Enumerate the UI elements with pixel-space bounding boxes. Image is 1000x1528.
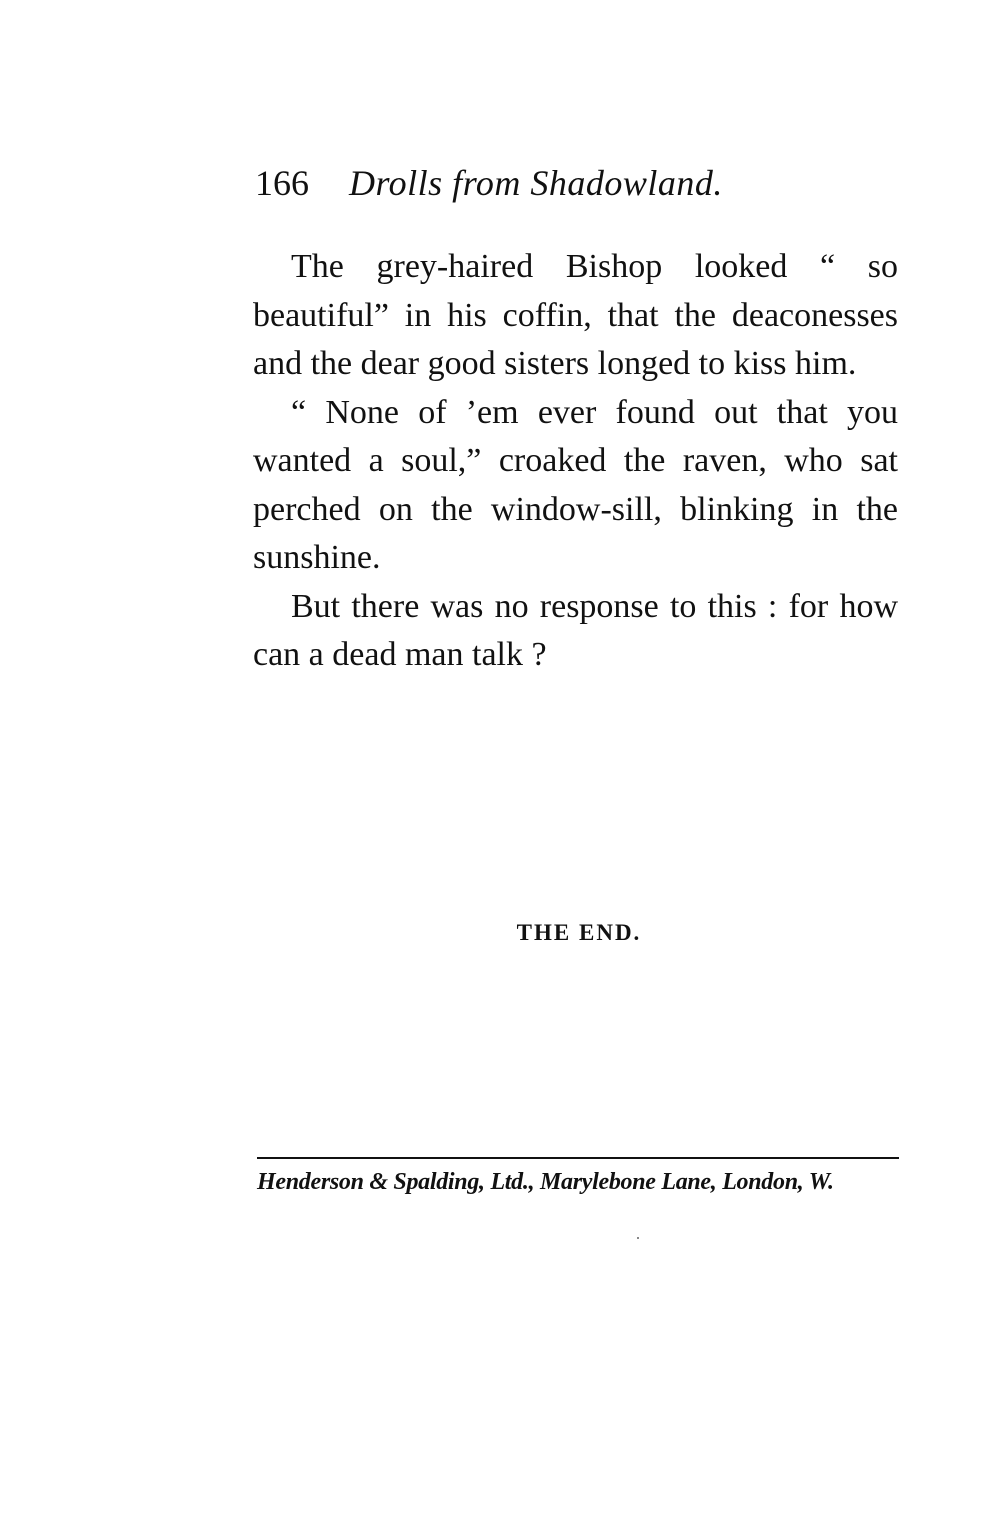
paragraph: The grey-haired Bishop looked “ so beautiful” in his coffin, that the deaconesses and the dear good sisters longed to kiss him. bbox=[253, 248, 898, 382]
footer-rule bbox=[257, 1157, 899, 1159]
printer-imprint: Henderson & Spalding, Ltd., Marylebone Lane, London, W. bbox=[257, 1169, 834, 1195]
paragraph: But there was no response to this : for how can a dead man talk ? bbox=[253, 587, 898, 673]
book-title: Drolls from Shadowland. bbox=[349, 163, 723, 203]
page-number: 166 bbox=[255, 163, 309, 203]
paragraph: “ None of ’em ever found out that you wanted a soul,” croaked the raven, who sat perched on the window-sill, blinking in the sunshine. bbox=[253, 393, 898, 576]
running-head bbox=[255, 158, 901, 208]
print-speck bbox=[637, 1237, 639, 1239]
the-end-label: THE END. bbox=[516, 920, 642, 945]
body-text bbox=[253, 243, 898, 680]
